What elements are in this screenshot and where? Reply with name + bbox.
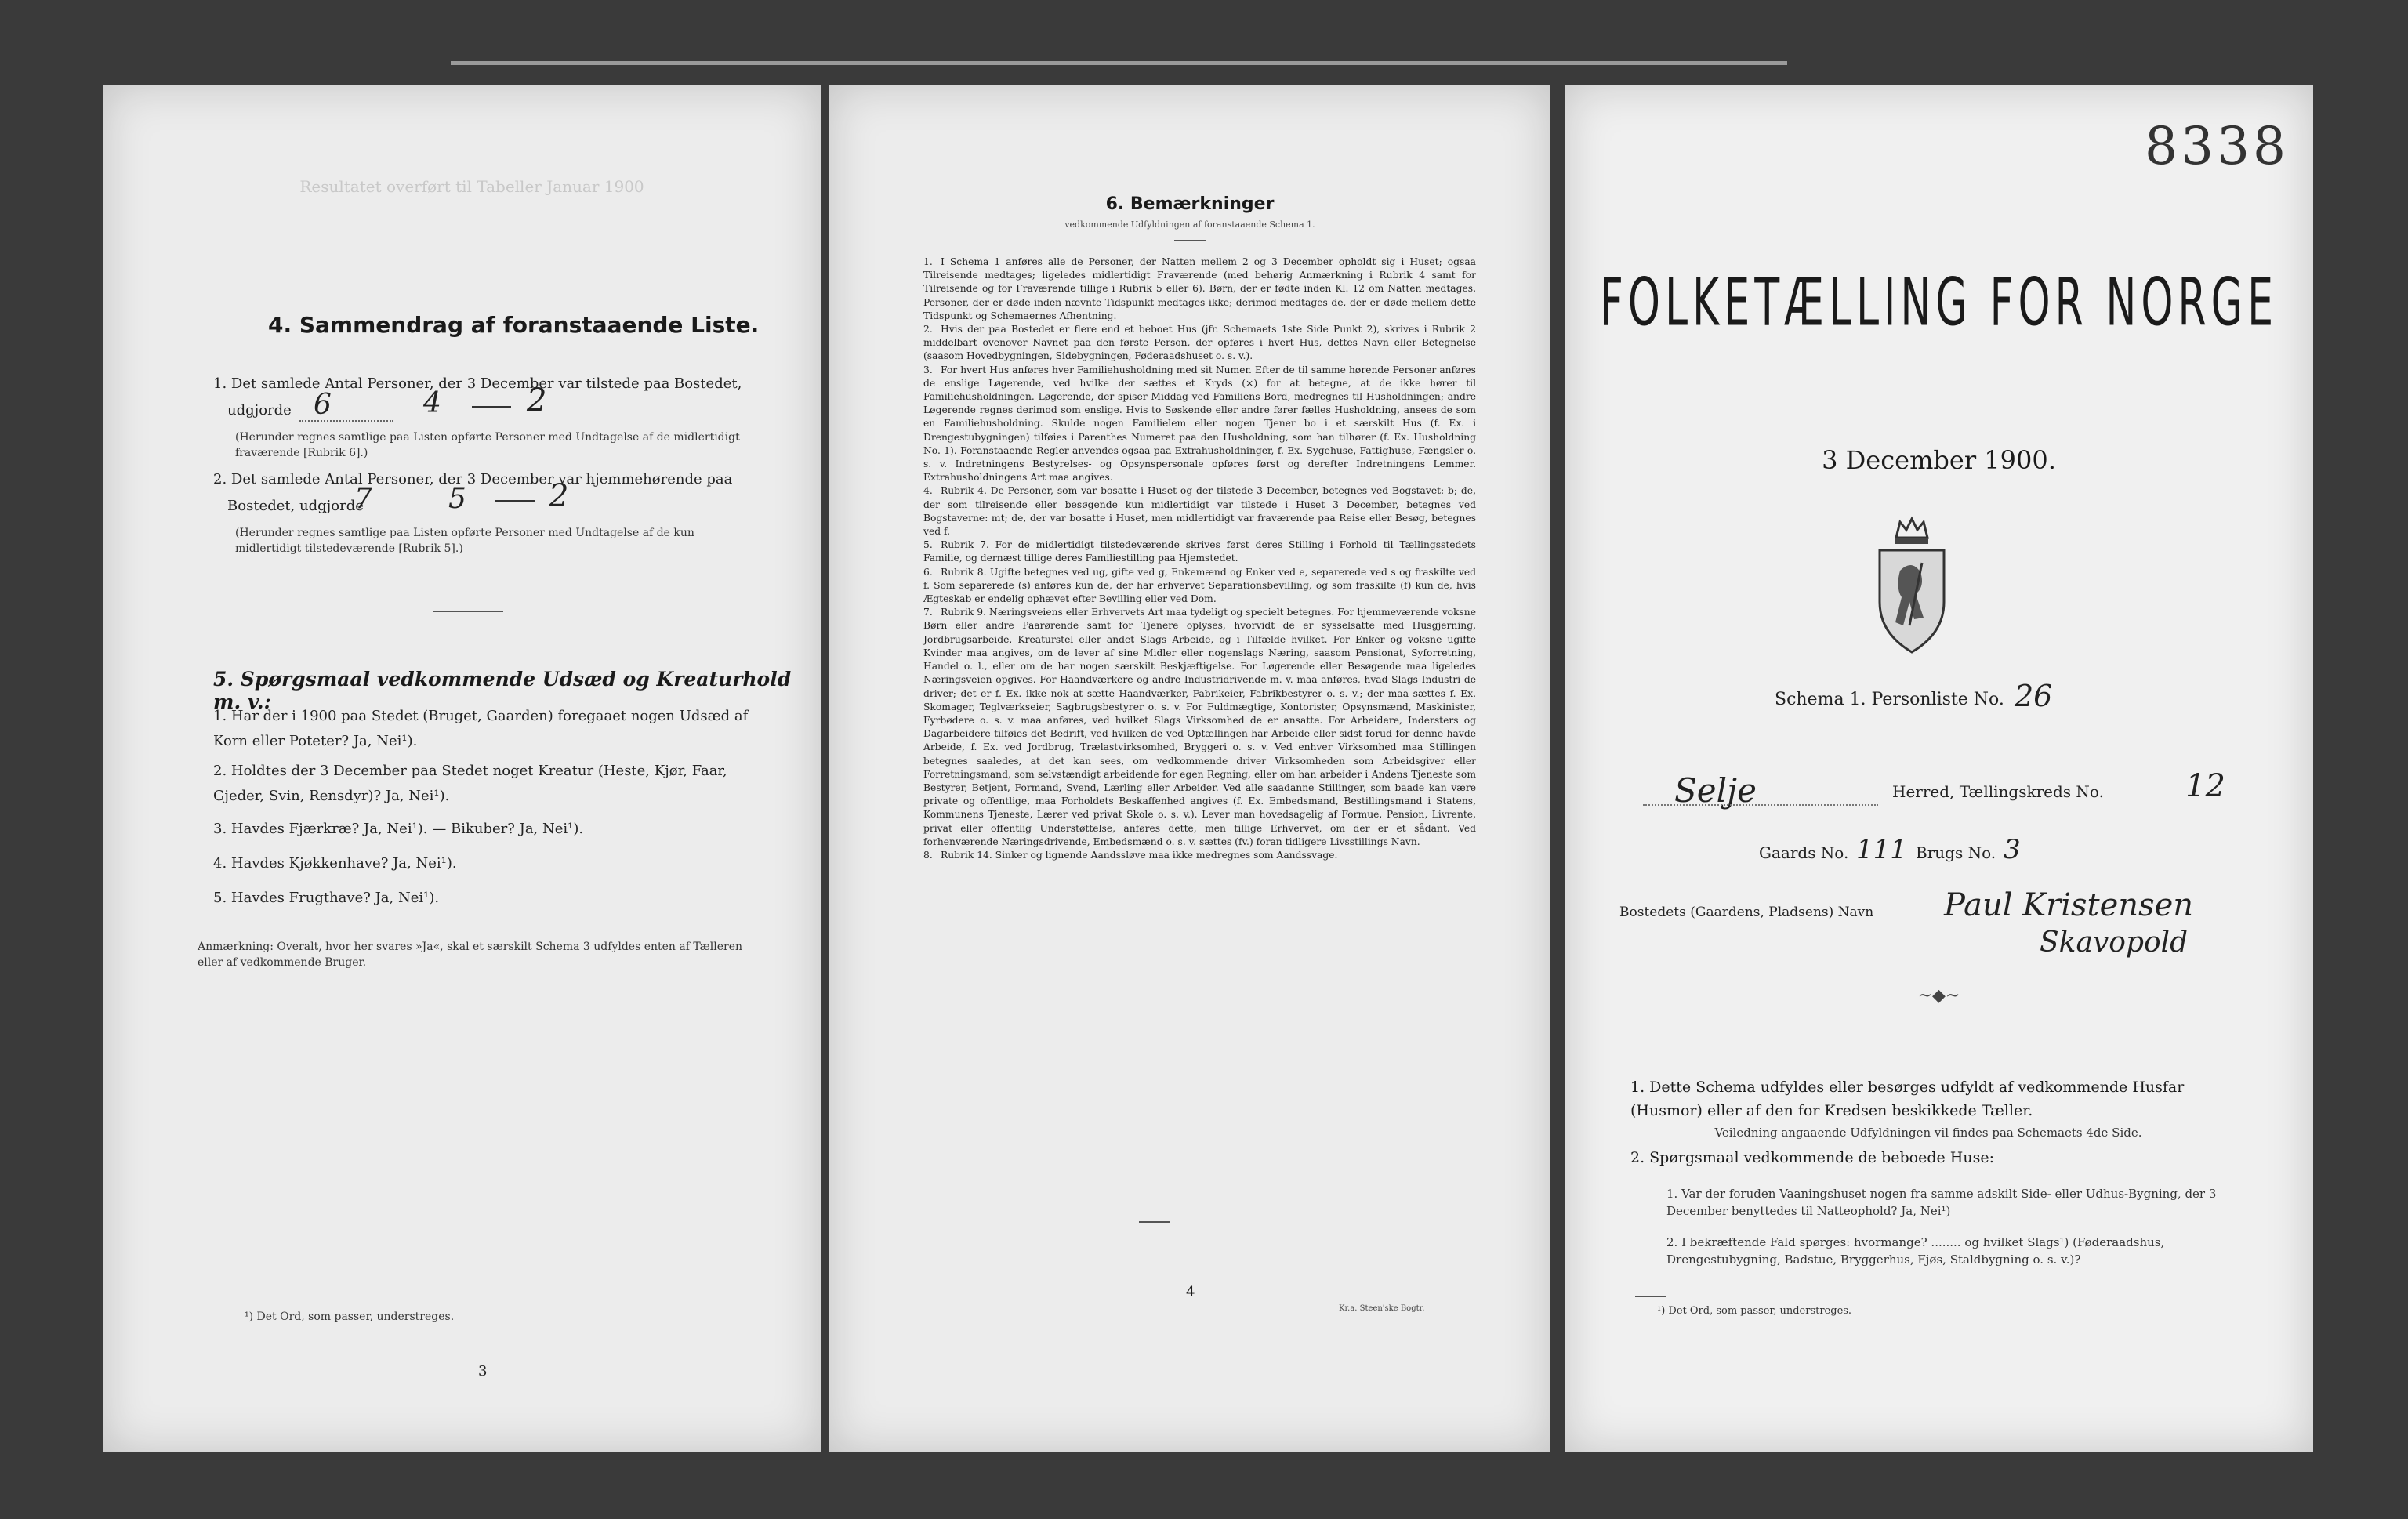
page-number: 4 [1186, 1284, 1195, 1300]
instruction-1: 1. Dette Schema udfyldes eller besørges udfyldt af vedkommende Husfar (Husmor) eller af den for Kredsen beskikkede Tæller. [1630, 1079, 2185, 1119]
page-1 [1565, 85, 2313, 1452]
q2-note: (Herunder regnes samtlige paa Listen opførte Personer med Undtagelse af de kun midlertidigt tilstedeværende [Rubrik 5].) [235, 527, 694, 555]
q1-male: 4 [423, 387, 441, 419]
herred-name: Selje [1674, 771, 1757, 810]
q1-udgjorde: udgjorde [227, 402, 292, 419]
binding-edge [451, 61, 1787, 65]
q1-note: (Herunder regnes samtlige paa Listen opførte Personer med Undtagelse af de midlertidigt fraværende [Rubrik 6].) [235, 431, 740, 459]
section6-title: 6. Bemærkninger [1105, 194, 1275, 214]
q2-bostedet: Bostedet, udgjorde [227, 498, 364, 514]
archive-number: 8338 [2145, 116, 2289, 176]
census-date: 3 December 1900. [1822, 445, 2056, 475]
gaards-label: Gaards No. [1759, 843, 1849, 862]
instruction-2-q2: 2. I bekræftende Fald spørges: hvormange? ........ og hvilket Slags¹) (Føderaadshus, Drengestubygning, Badstue, Bryggerhus, Fjøs, Staldbygning o. s. v.)? [1666, 1235, 2165, 1267]
q1-female: 2 [527, 382, 547, 419]
divider [433, 611, 503, 612]
herred-label: Herred, Tællingskreds No. [1892, 782, 2104, 801]
q2-text: 2. Det samlede Antal Personer, der 3 December var hjemmehørende paa [213, 471, 733, 488]
remark-item: 7. Rubrik 9. Næringsveiens eller Erhvervets Art maa tydeligt og specielt betegnes. For hjemmeværende voksne Børn eller andre Paarørende samt for Tjenere oplyses, hvorvidt de er sysselsatte med Husgjerning, Jordbrugsarbeide, Kreaturstel eller andet Slags Arbeide, og i Tilfælde hvilket. For Enker og voksne ugifte Kvinder maa angives, om de lever af sine Midler eller nogenslags Næring, saasom Pensionat, Syforretning, Handel o. l., eller om de har nogen særskilt Beskjæftigelse. For Løgerende eller Besøgende maa ligeledes Næringsveien opgives. For Haandværkere og andre Industridrivende m. v. maa anføres, hvad Slags Industri de driver; det er f. Ex. ikke nok at sætte Haandværker, Fabrikeier, Fabrikbestyrer o. s. v.; der maa sættes f. Ex. Skomager, Teglværkseier, Sagbrugsbestyrer o. s. v. For Fuldmægtige, Kontorister, Opsynsmænd, Maskinister, Fyrbødere o. s. v. maa anføres, ved hvilket Slags Virksomhed de er ansatte. For Arbeidere, Indersters og Dagarbeidere tilføies det Bedrift, ved hvilken de ved Optællingen har Arbeide eller sidst forud for denne havde Arbeide, f. Ex. ved Jordbrug, Trælastvirksomhed, Bryggeri o. s. v. Ved enhver Virksomhed maa Stillingen betegnes saaledes, at det kan sees, om vedkommende driver Virksomheden som Arbeidsgiver eller Forretningsmand, som selvstændigt arbeidende for egen Regning, eller om han arbeider i Andens Tjeneste som Bestyrer, Betjent, Formand, Svend, Lærling eller Arbeider. Ved alle saadanne Stillinger, som baade kan være private og offentlige, maa Forholdets Beskaffenhed angives (f. Ex. Embedsmand, Bestillingsmand i Statens, Kommunens Tjeneste, Lærer ved privat Skole o. s. v.). Lever man hovedsagelig af Formue, Pension, Livrente, privat eller offentlig Understøttelse, anføres dette, men tillige Erhvervet, om der er et sådant. Ved forhenværende Næringsdrivende, Embedsmænd o. s. v. sættes (fv.) foran tidligere Livsstillings Navn. [923, 607, 1476, 847]
s5-q2: 2. Holdtes der 3 December paa Stedet noget Kreatur (Heste, Kjør, Faar, Gjeder, Svin, Rensdyr)? Ja, Nei¹). [213, 763, 727, 804]
printer-imprint: Kr.a. Steen'ske Bogtr. [1339, 1304, 1425, 1313]
q1-total: 6 [314, 389, 332, 421]
q1-text: 1. Det samlede Antal Personer, der 3 December var tilstede paa Bostedet, [213, 375, 742, 392]
kreds-number: 12 [2185, 768, 2225, 804]
page-3 [103, 85, 821, 1452]
section6-subtitle: vedkommende Udfyldningen af foranstaaende Schema 1. [1064, 219, 1315, 230]
instruction-2: 2. Spørgsmaal vedkommende de beboede Huse: [1630, 1149, 1994, 1166]
anmerkning: Anmærkning: Overalt, hvor her svares »Ja«, skal et særskilt Schema 3 udfyldes enten af Tælleren eller af vedkommende Bruger. [198, 941, 743, 969]
gaards-number: 111 [1856, 834, 1907, 865]
s5-q1: 1. Har der i 1900 paa Stedet (Bruget, Gaarden) foregaaet nogen Udsæd af Korn eller Poteter? Ja, Nei¹). [213, 708, 749, 749]
bosted-name-2: Skavopold [2040, 926, 2189, 959]
remarks-list [923, 256, 1476, 862]
census-title: FOLKETÆLLING FOR NORGE [1599, 263, 2279, 341]
dotted-line [1643, 804, 1878, 806]
remark-item: 3. For hvert Hus anføres hver Familiehusholdning med sit Numer. Efter de til samme hørende Personer anføres de enslige Løgerende, ved hvilke der sættes et Kryds (×) for at betegne, at de ikke hører til Familiehusholdningen. Løgerende, der spiser Middag ved Familiens Bord, medregnes til Husholdningen; andre Løgerende regnes derimod som enslige. Hvis to Søskende eller andre fører fælles Husholdning, ansees de som en Familiehusholdning. Skulde nogen Familielem eller nogen Tjener bo i et særskilt Hus (f. Ex. i Drengestubygningen) tilføies i Parenthes Numeret paa den Husholdning, som han tilhører (f. Ex. Husholdning No. 1). Foranstaaende Regler anvendes ogsaa paa Extrahusholdninger, f. Ex. Sygehuse, Fattighuse, Fængsler o. s. v. Indretningens Bestyrelses- og Opsynspersonale opføres først og derefter Indretningens Lemmer. Extrahusholdningens Art maa angives. [923, 364, 1476, 484]
remark-item: 8. Rubrik 14. Sinker og lignende Aandssløve maa ikke medregnes som Aandssvage. [923, 849, 1338, 861]
divider [1174, 240, 1206, 241]
s5-q3: 3. Havdes Fjærkræ? Ja, Nei¹). — Bikuber? Ja, Nei¹). [213, 821, 584, 837]
q2-female: 2 [549, 478, 569, 514]
norwegian-lion-coat-of-arms-icon [1869, 516, 1955, 657]
bosted-name: Paul Kristensen [1944, 887, 2194, 923]
footnote: ¹) Det Ord, som passer, understreges. [1657, 1305, 1852, 1317]
divider [1139, 1221, 1170, 1223]
remark-item: 1. I Schema 1 anføres alle de Personer, der Natten mellem 2 og 3 December opholdt sig i Huset; ogsaa Tilreisende medtages; ligeledes midlertidigt Fraværende (med behørig Anmærkning i Rubrik 4 samt for Tilreisende og for Fraværende tillige i Rubrik 5 eller 6). Børn, der er fødte inden Kl. 12 om Natten medtages. Personer, der er døde inden nævnte Tidspunkt medtages ikke; derimod medtages de, der er døde mellem dette Tidspunkt og Schemaernes Afhentning. [923, 256, 1476, 321]
q2-male: 5 [448, 483, 466, 515]
dotted-line [299, 420, 393, 422]
faded-header: Resultatet overført til Tabeller Januar 1900 [299, 177, 644, 196]
footnote: ¹) Det Ord, som passer, understreges. [245, 1311, 455, 1323]
q2-total: 7 [354, 483, 372, 515]
remark-item: 2. Hvis der paa Bostedet er flere end et beboet Hus (jfr. Schemaets 1ste Side Punkt 2), skrives i Rubrik 2 middelbart ovenover Navnet paa den første Person, der opføres i hvert Hus, dettes Navn eller Betegnelse (saasom Hovedbygningen, Sidebygningen, Føderaadshuset o. s. v.). [923, 324, 1476, 362]
section4-title: 4. Sammendrag af foranstaaende Liste. [268, 312, 760, 338]
s5-q4: 4. Havdes Kjøkkenhave? Ja, Nei¹). [213, 855, 457, 872]
remark-item: 5. Rubrik 7. For de midlertidigt tilstedeværende skrives først deres Stilling i Forhold til Tællingsstedets Familie, og dernæst tillige deres Familiestilling paa Hjemstedet. [923, 539, 1476, 564]
page-number: 3 [478, 1363, 488, 1379]
ornament: ~◆~ [1917, 986, 1960, 1006]
instruction-1-note: Veiledning angaaende Udfyldningen vil findes paa Schemaets 4de Side. [1714, 1126, 2142, 1140]
remark-item: 4. Rubrik 4. De Personer, som var bosatte i Huset og der tilstede 3 December, betegnes ved Bogstavet: b; de, der som tilreisende eller besøgende kun midlertidigt var tilstede i Huset 3 December, betegnes ved Bogstaverne: mt; de, der var bosatte i Huset, men midlertidigt var fraværende paa Reise eller Besøg, betegnes ved f. [923, 485, 1476, 538]
footnote-rule [1635, 1296, 1666, 1297]
personliste-number: 26 [2015, 679, 2053, 713]
dash [472, 406, 511, 408]
dash [495, 500, 535, 502]
bosted-label: Bostedets (Gaardens, Pladsens) Navn [1619, 905, 1874, 920]
brugs-number: 3 [2004, 834, 2021, 865]
page-4 [829, 85, 1550, 1452]
brugs-label: Brugs No. [1916, 843, 1996, 862]
schema-label: Schema 1. Personliste No. [1775, 690, 2004, 709]
instruction-2-q1: 1. Var der foruden Vaaningshuset nogen fra samme adskilt Side- eller Udhus-Bygning, der 3 December benyttedes til Natteophold? Ja, Nei¹) [1666, 1187, 2217, 1218]
section5-title: 5. Spørgsmaal vedkommende Udsæd og Kreaturhold m. v.: [213, 668, 792, 713]
s5-q5: 5. Havdes Frugthave? Ja, Nei¹). [213, 890, 440, 906]
remark-item: 6. Rubrik 8. Ugifte betegnes ved ug, gifte ved g, Enkemænd og Enker ved e, separerede ved s og fraskilte ved f. Som separerede (s) anføres kun de, der har erhvervet Separationsbevilling, og som fraskilte (f) kun de, hvis Ægteskab er endelig ophævet efter Bevilling eller ved Dom. [923, 566, 1476, 605]
